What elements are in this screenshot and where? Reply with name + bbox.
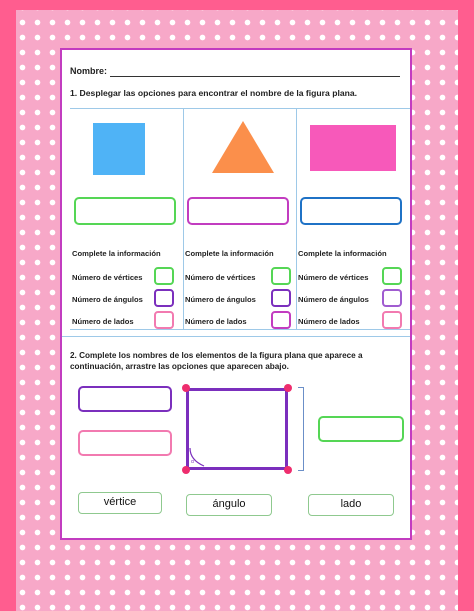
- sides-label: Número de lados: [72, 317, 134, 326]
- vertex-dot: [182, 384, 190, 392]
- vertices-label: Número de vértices: [185, 273, 256, 282]
- section-divider: [62, 336, 410, 337]
- vertices-label: Número de vértices: [298, 273, 369, 282]
- vertices-input[interactable]: [271, 267, 291, 285]
- shape-name-dropdown[interactable]: [74, 197, 176, 225]
- shape-column-rectangle: [296, 109, 409, 329]
- angles-input[interactable]: [271, 289, 291, 307]
- top-pink-band: [16, 0, 458, 10]
- side-bracket: [298, 387, 304, 471]
- angles-input[interactable]: [154, 289, 174, 307]
- angles-label: Número de ángulos: [185, 295, 256, 304]
- triangle-shape: [212, 121, 274, 173]
- worksheet-page: [60, 48, 412, 540]
- drop-target-vertex[interactable]: [78, 386, 172, 412]
- shapes-section: [70, 108, 410, 330]
- name-label: Nombre:: [70, 66, 108, 76]
- drop-target-angle[interactable]: [78, 430, 172, 456]
- vertices-input[interactable]: [154, 267, 174, 285]
- name-input-line[interactable]: [110, 76, 400, 77]
- info-title: Complete la información: [185, 249, 274, 258]
- shape-column-triangle: [183, 109, 296, 329]
- vertex-dot: [284, 384, 292, 392]
- info-title: Complete la información: [72, 249, 161, 258]
- question-2: 2. Complete los nombres de los elementos de la figura plana que aparece a continuación, arrastre las opciones que aparecen abajo.: [70, 351, 363, 371]
- angle-marker-icon: [184, 446, 210, 472]
- drop-target-side[interactable]: [318, 416, 404, 442]
- vertex-dot: [284, 466, 292, 474]
- sides-input[interactable]: [382, 311, 402, 329]
- option-vertex[interactable]: vértice: [78, 492, 162, 514]
- shape-name-dropdown[interactable]: [187, 197, 289, 225]
- shape-name-dropdown[interactable]: [300, 197, 402, 225]
- square-shape: [93, 123, 145, 175]
- rectangle-shape: [310, 125, 396, 171]
- option-angle[interactable]: ángulo: [186, 494, 272, 516]
- sides-input[interactable]: [271, 311, 291, 329]
- angles-label: Número de ángulos: [298, 295, 369, 304]
- sides-label: Número de lados: [298, 317, 360, 326]
- sides-label: Número de lados: [185, 317, 247, 326]
- shape-column-square: [70, 109, 183, 329]
- right-pink-border: [458, 0, 474, 611]
- angles-input[interactable]: [382, 289, 402, 307]
- option-side[interactable]: lado: [308, 494, 394, 516]
- info-title: Complete la información: [298, 249, 387, 258]
- sides-input[interactable]: [154, 311, 174, 329]
- svg-text:α: α: [191, 459, 194, 465]
- question-1: 1. Desplegar las opciones para encontrar el nombre de la figura plana.: [70, 88, 358, 98]
- vertices-label: Número de vértices: [72, 273, 143, 282]
- angles-label: Número de ángulos: [72, 295, 143, 304]
- left-pink-border: [0, 0, 16, 611]
- vertices-input[interactable]: [382, 267, 402, 285]
